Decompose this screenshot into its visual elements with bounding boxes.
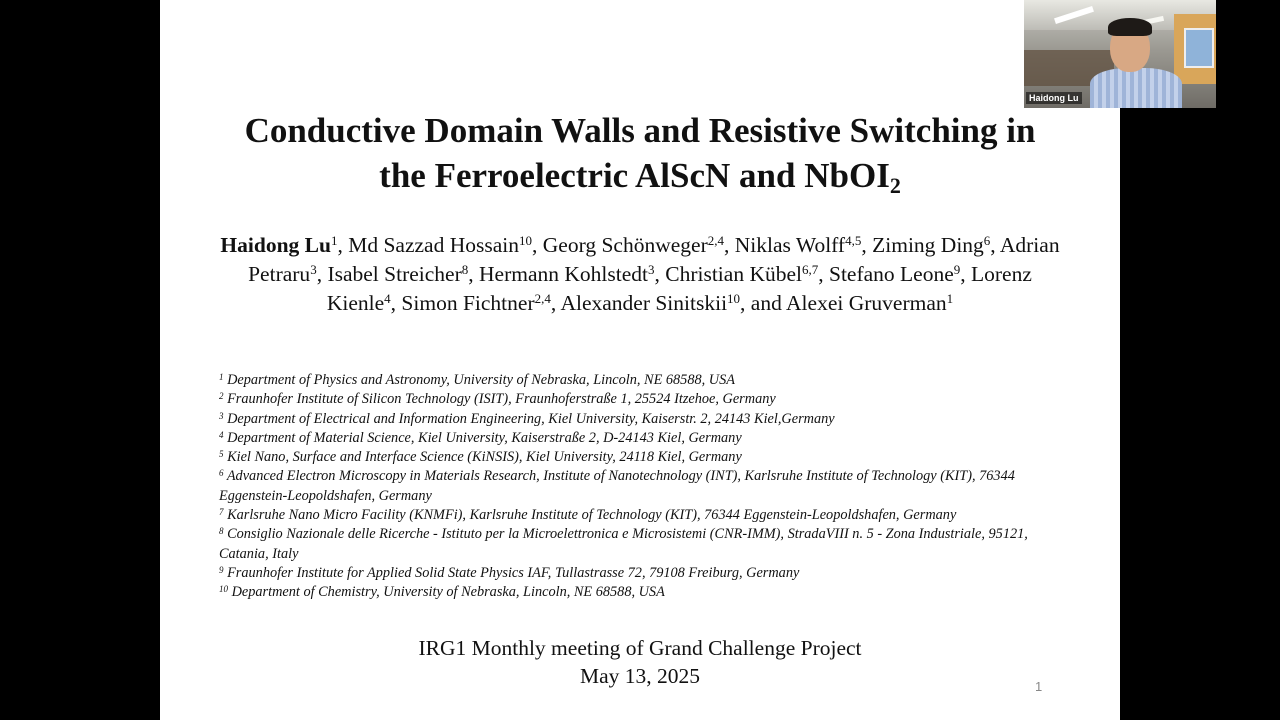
- author-entry: [220, 233, 348, 257]
- participant-name-label: Haidong Lu: [1026, 92, 1082, 104]
- affiliation-number: 9: [219, 564, 224, 575]
- author-entry: [829, 262, 971, 286]
- affiliation-item: [219, 467, 1079, 506]
- author-affiliation-sup: 3: [310, 262, 317, 277]
- author-separator: ,: [390, 291, 402, 315]
- affiliation-number: 8: [219, 526, 224, 537]
- author-name: Hermann Kohlstedt: [479, 262, 648, 286]
- author-affiliation-sup: 10: [727, 291, 741, 306]
- author-name: Lorenz Kienle: [326, 262, 1032, 315]
- title-line-2: [160, 153, 1120, 198]
- affiliation-text: Department of Material Science, Kiel University, Kaiserstraße 2, D-24143 Kiel, Germany: [223, 429, 742, 446]
- author-entry: [543, 233, 735, 257]
- affiliation-text: Advanced Electron Microscopy in Materials Research, Institute of Nanotechnology (INT), Karlsruhe Institute of Technology (KIT), 76344 Eggenstein-Leopoldshafen, Germany: [219, 468, 1015, 504]
- affiliation-text: Kiel Nano, Surface and Interface Science (KiNSIS), Kiel University, 24118 Kiel, Germany: [223, 449, 742, 466]
- affiliation-text: Consiglio Nazionale delle Ricerche - Istituto per la Microelettronica e Microsistemi (CNR-IMM), StradaVIII n. 5 - Zona Industriale, 95121, Catania, Italy: [219, 526, 1028, 562]
- author-name: Alexander Sinitskii: [560, 291, 728, 315]
- participant-video-tile[interactable]: [1024, 0, 1216, 108]
- slide-title: [160, 108, 1120, 198]
- author-list: [220, 231, 1060, 318]
- affiliation-item: [219, 429, 1079, 448]
- title-line-1: Conductive Domain Walls and Resistive Switching in: [244, 111, 1036, 150]
- affiliation-item: [219, 448, 1079, 467]
- title-subscript: 2: [889, 173, 901, 198]
- author-affiliation-sup: 4: [384, 291, 391, 306]
- affiliation-number: 3: [219, 410, 224, 421]
- author-name: Niklas Wolff: [734, 233, 846, 257]
- author-separator: ,: [532, 233, 543, 257]
- author-name: Simon Fichtner: [401, 291, 535, 315]
- author-affiliation-sup: 10: [519, 233, 532, 248]
- page-number: 1: [1035, 679, 1043, 694]
- author-entry: [348, 233, 543, 257]
- affiliation-list: [219, 371, 1079, 603]
- author-entry: [735, 233, 872, 257]
- author-affiliation-sup: 6,7: [801, 262, 819, 277]
- presenting-author-name: Haidong Lu: [220, 233, 331, 257]
- affiliation-number: 1: [219, 372, 224, 382]
- author-affiliation-sup: 2,4: [534, 291, 551, 306]
- author-affiliation-sup: 3: [647, 262, 655, 277]
- author-separator: , and: [740, 291, 787, 315]
- affiliation-text: Department of Physics and Astronomy, University of Nebraska, Lincoln, NE 68588, USA: [223, 372, 735, 388]
- author-separator: ,: [654, 262, 666, 286]
- title-line-2-text: the Ferroelectric AlScN and NbOI: [379, 156, 890, 195]
- author-separator: ,: [550, 291, 561, 315]
- author-separator: ,: [818, 262, 829, 286]
- affiliation-text: Department of Electrical and Information Engineering, Kiel University, Kaiserstr. 2, 24143 Kiel,Germany: [223, 410, 835, 427]
- author-entry: [872, 233, 1000, 257]
- author-name: Christian Kübel: [665, 262, 802, 286]
- author-entry: [665, 262, 829, 286]
- affiliation-number: 4: [219, 429, 224, 440]
- affiliation-item: [219, 506, 1079, 525]
- author-affiliation-sup: 6: [983, 233, 991, 248]
- affiliation-text: Fraunhofer Institute of Silicon Technology (ISIT), Fraunhoferstraße 1, 25524 Itzehoe, Germany: [223, 391, 776, 408]
- author-name: Isabel Streicher: [327, 262, 462, 286]
- author-separator: ,: [990, 233, 1000, 257]
- affiliation-item: [219, 410, 1079, 429]
- author-entry: [786, 291, 953, 315]
- affiliation-item: [219, 583, 1079, 602]
- author-entry: [560, 291, 786, 315]
- author-name: Alexei Gruverman: [786, 291, 947, 315]
- author-separator: ,: [861, 233, 873, 257]
- author-separator: ,: [468, 262, 479, 286]
- affiliation-item: [219, 525, 1079, 564]
- author-name: Md Sazzad Hossain: [348, 233, 519, 257]
- meeting-name: IRG1 Monthly meeting of Grand Challenge Project: [418, 636, 862, 660]
- affiliation-number: 7: [219, 507, 224, 518]
- author-name: Stefano Leone: [828, 262, 954, 286]
- author-name: Adrian Petraru: [248, 233, 1060, 286]
- author-name: Georg Schönweger: [542, 233, 708, 257]
- author-affiliation-sup: 9: [953, 262, 961, 277]
- affiliation-text: Karlsruhe Nano Micro Facility (KNMFi), Karlsruhe Institute of Technology (KIT), 76344 Eggenstein-Leopoldshafen, Germany: [223, 507, 957, 524]
- author-affiliation-sup: 2,4: [707, 233, 724, 248]
- affiliation-number: 10: [219, 584, 228, 595]
- affiliation-item: [219, 390, 1079, 409]
- participant-figure-hair: [1108, 18, 1152, 36]
- meeting-date: May 13, 2025: [579, 664, 701, 688]
- author-affiliation-sup: 1: [946, 291, 954, 306]
- affiliation-number: 6: [219, 468, 224, 479]
- meeting-info: [160, 634, 1120, 690]
- author-entry: [401, 291, 560, 315]
- author-affiliation-sup: 4,5: [845, 233, 862, 248]
- affiliation-number: 2: [219, 391, 224, 402]
- affiliation-text: Department of Chemistry, University of Nebraska, Lincoln, NE 68588, USA: [228, 584, 665, 601]
- author-entry: [479, 262, 665, 286]
- author-name: Ziming Ding: [872, 233, 984, 257]
- participant-figure-body: [1090, 68, 1182, 108]
- author-separator: ,: [960, 262, 972, 286]
- affiliation-item: [219, 371, 1079, 390]
- author-entry: [327, 262, 479, 286]
- affiliation-item: [219, 564, 1079, 583]
- video-background-poster: [1184, 28, 1214, 68]
- author-separator: ,: [337, 233, 349, 257]
- affiliation-text: Fraunhofer Institute for Applied Solid State Physics IAF, Tullastrasse 72, 79108 Freiburg, Germany: [223, 564, 800, 581]
- author-separator: ,: [316, 262, 328, 286]
- author-separator: ,: [724, 233, 735, 257]
- affiliation-number: 5: [219, 449, 224, 460]
- author-affiliation-sup: 1: [330, 233, 338, 248]
- presentation-slide: [160, 0, 1120, 720]
- author-affiliation-sup: 8: [461, 262, 469, 277]
